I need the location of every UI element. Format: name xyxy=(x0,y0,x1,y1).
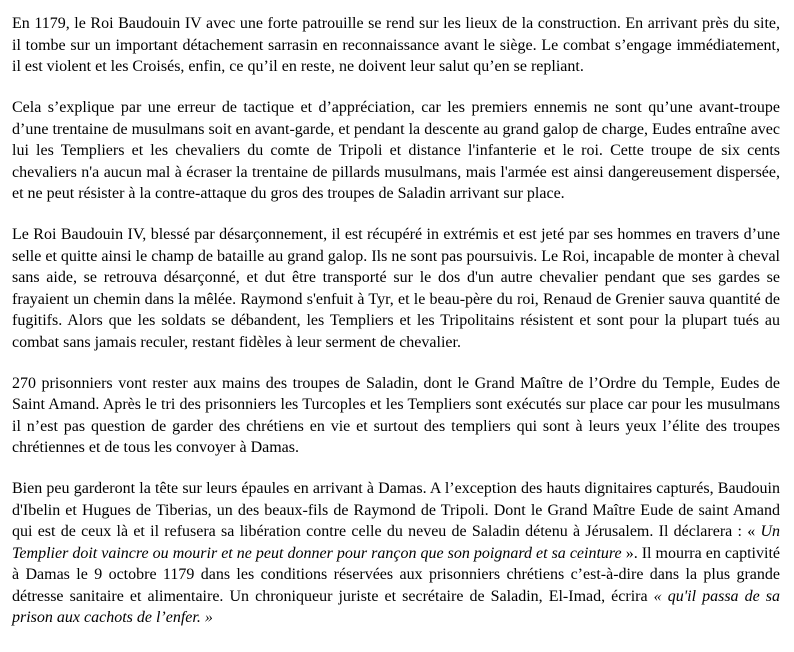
text-run: Bien peu garderont la tête sur leurs épaules en arrivant à Damas. A l’exception des hauts dignitaires capturés, Baudouin d'Ibelin et Hugues de Tiberias, un des beaux-fils de Raymond de Tripoli. Dont le Grand Maître Eude de saint Amand qui est de ceux là et il refusera sa libération contre celle du neveu de Saladin détenu à Jérusalem. Il déclarera : « xyxy=(12,480,780,540)
document-body xyxy=(12,13,780,629)
paragraph xyxy=(12,478,780,629)
paragraph xyxy=(12,13,780,78)
text-run: En 1179, le Roi Baudouin IV avec une forte patrouille se rend sur les lieux de la construction. En arrivant près du site, il tombe sur un important détachement sarrasin en reconnaissance avant le siège. Le combat s’engage immédiatement, il est violent et les Croisés, enfin, ce qu’il en reste, ne doivent leur salut qu’en se repliant. xyxy=(12,15,780,75)
text-run: Cela s’explique par une erreur de tactique et d’appréciation, car les premiers ennemis ne sont qu’une avant-troupe d’une trentaine de musulmans soit en avant-garde, et pendant la descente au grand galop de charge, Eudes entraîne avec lui les Templiers et les chevaliers du comte de Tripoli et distance l'infanterie et le roi. Cette troupe de six cents chevaliers n'a aucun mal à écraser la trentaine de pillards musulmans, mais l'armée est ainsi dangereusement dispersée, et ne peut résister à la contre-attaque du gros des troupes de Saladin arrivant sur place. xyxy=(12,99,780,202)
paragraph xyxy=(12,97,780,205)
text-run: 270 prisonniers vont rester aux mains des troupes de Saladin, dont le Grand Maître de l’Ordre du Temple, Eudes de Saint Amand. Après le tri des prisonniers les Turcoples et les Templiers sont exécutés sur place car pour les musulmans il n’est pas question de garder des chrétiens en vie et surtout des templiers qui sont à leurs yeux l’élite des troupes chrétiennes et de tous les convoyer à Damas. xyxy=(12,374,780,456)
paragraph xyxy=(12,224,780,353)
text-run: Le Roi Baudouin IV, blessé par désarçonnement, il est récupéré in extrémis et est jeté par ses hommes en travers d’une selle et quitte ainsi le champ de bataille au grand galop. Ils ne sont pas poursuivis. Le Roi, incapable de monter à cheval sans aide, se retrouva désarçonné, et dut être transporté sur le dos d'un autre chevalier pendant que ses gardes se frayaient un chemin dans la mêlée. Raymond s'enfuit à Tyr, et le beau-père du roi, Renaud de Grenier sauva quantité de fugitifs. Alors que les soldats se débandent, les Templiers et les Tripolitains résistent et sont pour la plupart tués au combat sans jamais reculer, restant fidèles à leur serment de chevalier. xyxy=(12,226,780,351)
quoted-text-run: « qu'il passa de sa prison aux cachots de l’enfer. » xyxy=(12,587,780,626)
quoted-text-run: Un Templier doit vaincre ou mourir et ne peut donner pour rançon que son poignard et sa ceinture xyxy=(12,523,780,562)
paragraph xyxy=(12,373,780,459)
text-run: ». Il mourra en captivité à Damas le 9 octobre 1179 dans les conditions réservées aux prisonniers chrétiens c’est-à-dire dans la plus grande détresse sanitaire et alimentaire. Un chroniqueur juriste et secrétaire de Saladin, El-Imad, écrira xyxy=(12,544,780,605)
